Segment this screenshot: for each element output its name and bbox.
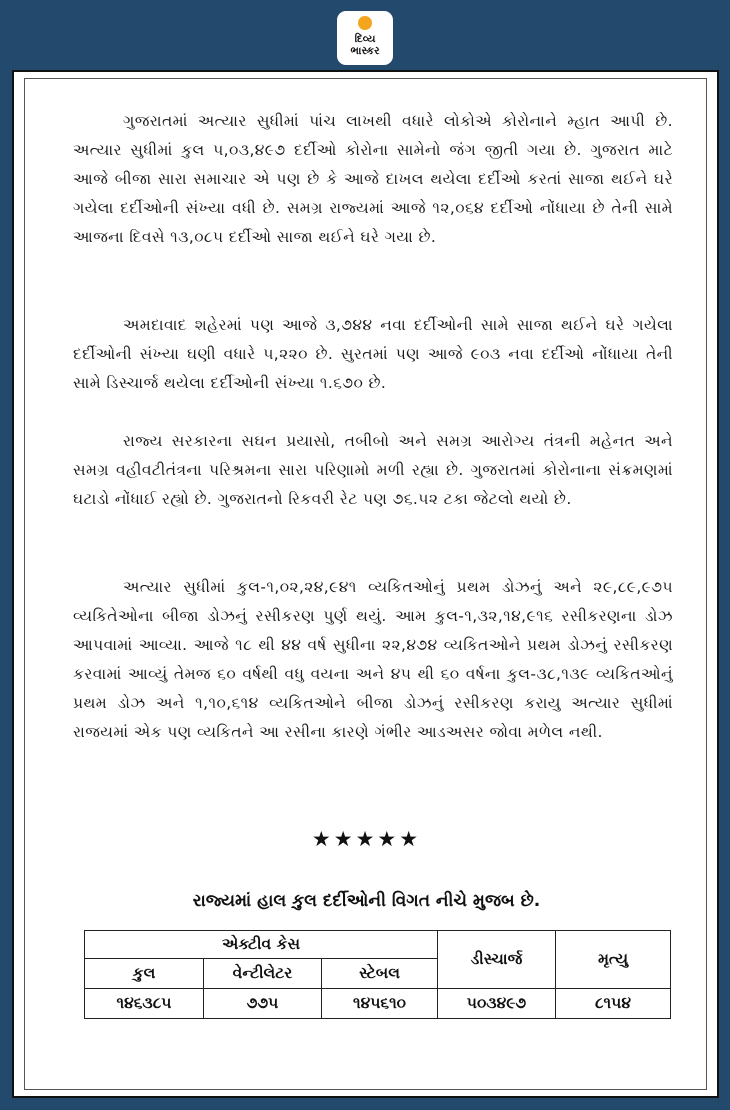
patients-summary-table [84, 930, 671, 1019]
star-divider: ★★★★★ [311, 827, 422, 851]
value-ventilator: ૭૭૫ [204, 989, 322, 1019]
table-header-row [85, 931, 671, 959]
header-total: કુલ [85, 959, 204, 989]
paragraph-govt-efforts: રાજ્ય સરકારના સઘન પ્રયાસો, તબીબો અને સમગ્ર આરોગ્ય તંત્રની મહેનત અને સમગ્ર વહીવટીતંત્રના પરિશ્રમના સારા પરિણામો મળી રહ્યા છે. ગુજરાતમાં કોરોનાના સંક્રમણમાં ઘટાડો નોંધાઈ રહ્યો છે. ગુજરાતનો રિકવરી રેટ પણ ૭૬.૫૨ ટકા જેટલો થયો છે. [73, 432, 673, 508]
header-active-cases: એક્ટીવ કેસ [85, 931, 438, 959]
header-stable: સ્ટેબલ [322, 959, 438, 989]
table-title: રાજ્યમાં હાલ કુલ દર્દીઓની વિગત નીચે મુજબ છે. [192, 891, 541, 911]
value-discharge: ૫૦૩૪૯૭ [438, 989, 556, 1019]
value-death: ૮૧૫૪ [556, 989, 671, 1019]
logo-text-line1: દિવ્ય [354, 33, 376, 45]
table-row [85, 989, 671, 1019]
document-frame [24, 78, 707, 1090]
paragraph-vaccination: અત્યાર સુધીમાં કુલ-૧,૦૨,૨૪,૯૪૧ વ્યકિતઓનું પ્રથમ ડોઝનું અને ૨૯,૮૯,૯૭૫ વ્યકિતેઓના બીજા ડોઝનું રસીકરણ પુર્ણ થયું. આમ કુલ-૧,૩૨,૧૪,૯૧૬ રસીકરણના ડોઝ આપવામાં આવ્યા. આજે ૧૮ થી ૪૪ વર્ષ સુધીના ૨૨,૪૭૪ વ્યકિતઓને પ્રથમ ડોઝનું રસીકરણ કરવામાં આવ્યું તેમજ ૬૦ વર્ષથી વધુ વયના અને ૪૫ થી ૬૦ વર્ષના કુલ-૩૮,૧૩૯ વ્યકિતઓનું પ્રથમ ડોઝ અને ૧,૧૦,૬૧૪ વ્યકિતઓને બીજા ડોઝનું રસીકરણ કરાયુ અત્યાર સુધીમાં રાજયમાં એક પણ વ્યકિતને આ રસીના કારણે ગંભીર આડઅસર જોવા મળેલ નથી. [73, 578, 673, 741]
logo-text-line2: ભાસ્કર [350, 45, 380, 57]
paragraph-ahmedabad-surat: અમદાવાદ શહેરમાં પણ આજે ૩,૭૪૪ નવા દર્દીઓની સામે સાજા થઈને ઘરે ગયેલા દર્દીઓની સંખ્યા ઘણી વધારે ૫,૨૨૦ છે. સુરતમાં પણ આજે ૯૦૩ નવા દર્દીઓ નોંધાયા તેની સામે ડિસ્ચાર્જ થયેલા દર્દીઓની સંખ્યા ૧.૬૭૦ છે. [73, 316, 673, 392]
sun-icon [358, 16, 372, 30]
value-total: ૧૪૬૩૮૫ [85, 989, 204, 1019]
document-page [12, 70, 719, 1098]
logo [337, 11, 393, 65]
header-death: મૃત્યુ [556, 931, 671, 989]
header-ventilator: વેન્ટીલેટર [204, 959, 322, 989]
value-stable: ૧૪૫૬૧૦ [322, 989, 438, 1019]
logo-text [337, 33, 393, 57]
paragraph-recoveries: ગુજરાતમાં અત્યાર સુધીમાં પાંચ લાખથી વધારે લોકોએ કોરોનાને મ્હાત આપી છે. અત્યાર સુધીમાં કુલ ૫,૦૩,૪૯૭ દર્દીઓ કોરોના સામેનો જંગ જીતી ગયા છે. ગુજરાત માટે આજે બીજા સારા સમાચાર એ પણ છે કે આજે દાખલ થયેલા દર્દીઓ કરતાં સાજા થઈને ઘરે ગયેલા દર્દીઓની સંખ્યા વધી છે. સમગ્ર રાજ્યમાં આજે ૧૨,૦૬૪ દર્દીઓ નોંધાયા છે તેની સામે આજના દિવસે ૧૩,૦૮૫ દર્દીઓ સાજા થઈને ઘરે ગયા છે. [73, 112, 673, 246]
header-discharge: ડીસ્ચાર્જ [438, 931, 556, 989]
